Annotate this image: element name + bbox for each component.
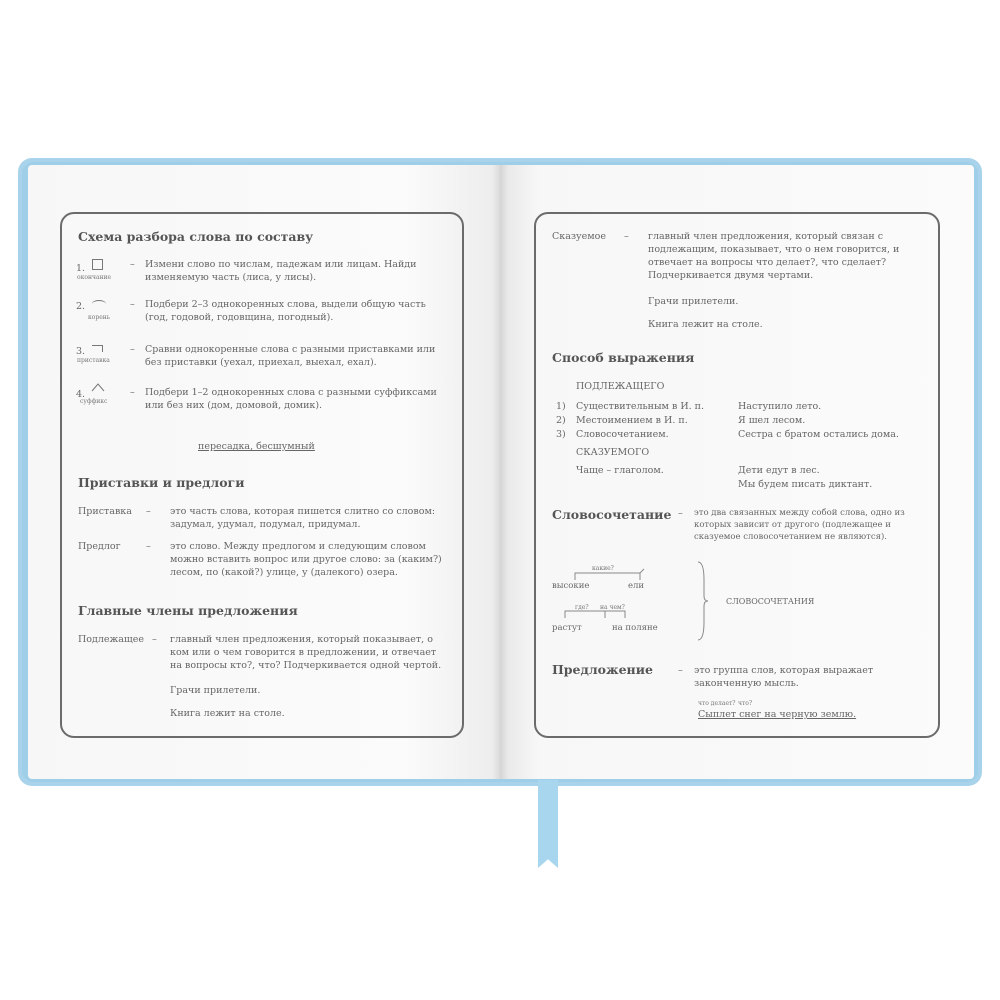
row-example: Мы будем писать диктант. xyxy=(738,479,873,490)
step-number: 1. xyxy=(76,263,86,274)
step-label: окончание xyxy=(77,274,112,281)
phrase-title: Словосочетание xyxy=(552,507,672,522)
row-method: Чаще – глаголом. xyxy=(576,465,664,476)
diagram-word: растут xyxy=(552,623,582,633)
step-number: 4. xyxy=(76,389,86,400)
subject-example: Книга лежит на столе. xyxy=(170,708,285,719)
expression-title: Способ выражения xyxy=(552,350,695,365)
preposition-term: Предлог xyxy=(78,541,121,552)
diagram-word: высокие xyxy=(552,581,590,591)
step-text: Измени слово по числам, падежам или лицам. Найди изменяемую часть (лиса, у лисы). xyxy=(145,259,417,283)
predicate-definition: главный член предложения, который связан с подлежащим, показывает, что о нем говорится, и отвечает на вопросы что делает?, что сделает? Подчеркивается двумя чертами. xyxy=(648,231,900,281)
prefix-symbol xyxy=(92,345,103,352)
row-method: Местоимением в И. п. xyxy=(576,415,688,426)
predicate-heading: СКАЗУЕМОГО xyxy=(576,447,650,458)
diagram-brace xyxy=(696,560,710,642)
step-number: 2. xyxy=(76,301,86,312)
row-number: 2) xyxy=(556,415,566,426)
suffix-symbol xyxy=(91,383,105,392)
sentence-title: Предложение xyxy=(552,662,653,677)
row-method: Существительным в И. п. xyxy=(576,401,704,412)
sentence-example: Сыплет снег на черную землю. xyxy=(698,709,857,720)
step-label: суффикс xyxy=(80,398,108,405)
diagram-question: на чем? xyxy=(600,604,625,611)
step-number: 3. xyxy=(76,346,86,357)
row-number: 1) xyxy=(556,401,566,412)
step-text: Подбери 1–2 однокоренных слова с разными суффиксами или без них (дом, домовой, домик). xyxy=(145,387,437,411)
diagram-question: где? xyxy=(575,604,589,611)
diagram-question: какие? xyxy=(592,565,614,572)
preposition-definition: это слово. Между предлогом и следующим словом можно вставить вопрос или другое слово: за (каким?) лесом, по (какой?) улице, у (далекого) озера. xyxy=(170,541,442,578)
members-title: Главные члены предложения xyxy=(78,603,298,618)
row-example: Дети едут в лес. xyxy=(738,465,820,476)
subject-term: Подлежащее xyxy=(78,634,144,645)
row-number: 3) xyxy=(556,429,566,440)
row-method: Словосочетанием. xyxy=(576,429,669,440)
step-label: корень xyxy=(88,314,111,321)
prefixes-title: Приставки и предлоги xyxy=(78,475,245,490)
phrase-definition: это два связанных между собой слова, одно из которых зависит от другого (подлежащее и сказуемое словосочетанием не являются). xyxy=(694,508,905,542)
sentence-definition: это группа слов, которая выражает законченную мысль. xyxy=(694,665,874,689)
prefix-term: Приставка xyxy=(78,506,132,517)
left-title: Схема разбора слова по составу xyxy=(78,229,314,244)
step-text: Сравни однокоренные слова с разными приставками или без приставки (уехал, приехал, выехал, ехал). xyxy=(145,344,436,368)
row-example: Я шел лесом. xyxy=(738,415,806,426)
sentence-question: что? xyxy=(738,700,753,707)
predicate-example: Грачи прилетели. xyxy=(648,296,739,307)
subject-example: Грачи прилетели. xyxy=(170,685,261,696)
page-spine xyxy=(492,165,508,779)
diagram-word: ели xyxy=(628,581,645,591)
root-symbol xyxy=(92,300,106,308)
diagram-word: на поляне xyxy=(612,623,658,633)
predicate-example: Книга лежит на столе. xyxy=(648,319,763,330)
step-label: приставка xyxy=(77,357,110,364)
prefix-definition: это часть слова, которая пишется слитно со словом: задумал, удумал, подумал, придумал. xyxy=(170,506,436,530)
sentence-question: что делает? xyxy=(698,700,736,707)
ending-symbol xyxy=(92,259,103,270)
subject-definition: главный член предложения, который показывает, о ком или о чем говорится в предложении, и отвечает на вопросы кто?, что? Подчеркивается одной чертой. xyxy=(170,634,442,671)
morpheme-example: пересадка, бесшумный xyxy=(198,441,315,452)
subject-heading: ПОДЛЕЖАЩЕГО xyxy=(576,381,665,392)
step-text: Подбери 2–3 однокоренных слова, выдели общую часть (год, годовой, годовщина, погодный). xyxy=(145,299,426,323)
bookmark-ribbon xyxy=(538,780,558,868)
row-example: Сестра с братом остались дома. xyxy=(738,429,899,440)
row-example: Наступило лето. xyxy=(738,401,822,412)
diagram-label: СЛОВОСОЧЕТАНИЯ xyxy=(726,597,815,606)
predicate-term: Сказуемое xyxy=(552,231,606,242)
